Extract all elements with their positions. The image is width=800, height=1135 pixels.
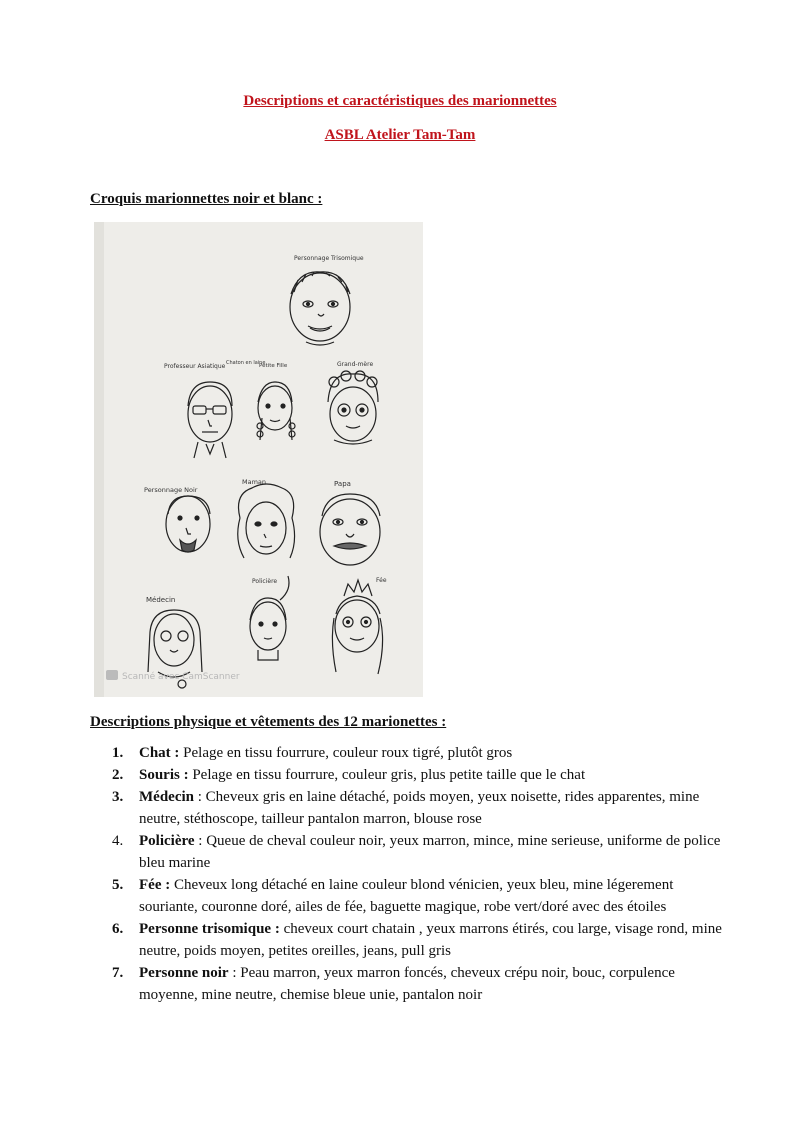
list-item: 6. Personne trisomique : cheveux court chatain , yeux marrons étirés, cou large, visage rond, mine neutre, poids moyen, petites oreilles, jeans, pull gris	[112, 921, 722, 959]
puppet-description-list	[112, 742, 732, 1006]
sketch-label-fee: Fée	[376, 577, 387, 584]
sketch-label-maman: Maman	[242, 478, 267, 486]
list-item: 1. Chat : Pelage en tissu fourrure, couleur roux tigré, plutôt gros	[112, 745, 513, 761]
sketch-label-professeur: Professeur Asiatique	[164, 363, 226, 370]
sketch-label-medecin: Médecin	[146, 596, 176, 604]
desc-section-heading: Descriptions physique et vêtements des 12 marionettes :	[90, 714, 447, 730]
sketch-label-policiere: Policière	[252, 578, 278, 585]
sketch-label-papa: Papa	[334, 480, 351, 488]
sketch-photo	[94, 222, 423, 697]
camscanner-icon	[106, 670, 118, 680]
list-item: 4. Policière : Queue de cheval couleur noir, yeux marron, mince, mine serieuse, uniforme de police bleu marine	[112, 833, 721, 871]
sketch-label-petite-fille: Petite Fille	[259, 363, 288, 369]
list-item: 2. Souris : Pelage en tissu fourrure, couleur gris, plus petite taille que le chat	[112, 767, 586, 783]
sketch-label-chaton: Chaton en laine	[226, 360, 266, 366]
sketch-label-noir: Personnage Noir	[144, 486, 198, 494]
list-item: 5. Fée : Cheveux long détaché en laine couleur blond vénicien, yeux bleu, mine légerement souriante, couronne doré, ailes de fée, baguette magique, robe vert/doré avec des étoiles	[112, 877, 674, 915]
page-subtitle: ASBL Atelier Tam-Tam	[324, 127, 476, 143]
list-item: 7. Personne noir : Peau marron, yeux marron foncés, cheveux crépu noir, bouc, corpulence moyenne, mine neutre, chemise bleue unie, pantalon noir	[112, 965, 675, 1003]
list-item: 3. Médecin : Cheveux gris en laine détaché, poids moyen, yeux noisette, rides apparentes, mine neutre, stéthoscope, tailleur pantalon marron, blouse rose	[112, 789, 700, 827]
page-title: Descriptions et caractéristiques des marionnettes	[243, 93, 557, 109]
sketch-watermark: Scanné avec CamScanner	[122, 672, 240, 682]
sketch-label-grand-mere: Grand-mère	[337, 361, 374, 368]
sketch-label-trisomique: Personnage Trisomique	[294, 255, 364, 262]
sketch-section-heading: Croquis marionnettes noir et blanc :	[90, 191, 323, 207]
